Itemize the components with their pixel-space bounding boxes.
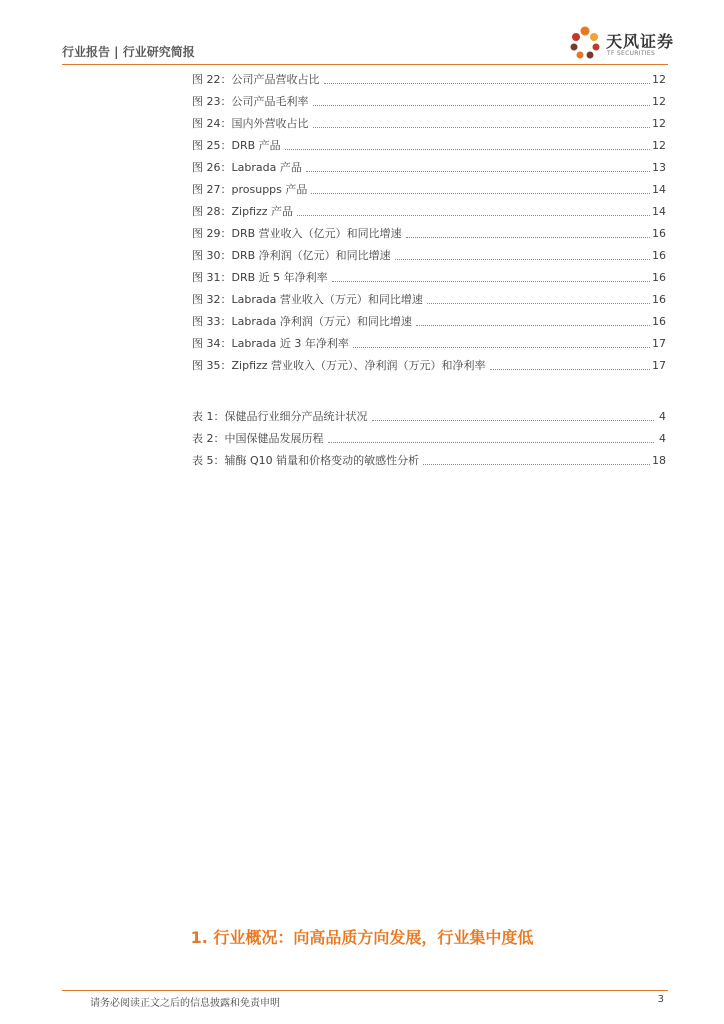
toc-page: 12	[652, 117, 666, 130]
toc-page: 12	[652, 95, 666, 108]
toc-page: 12	[652, 73, 666, 86]
toc-label: 图 35：Zipfizz 营业收入（万元）、净利润（万元）和净利率	[192, 359, 486, 372]
toc-label: 图 27：prosupps 产品	[192, 183, 308, 196]
toc-leader	[416, 324, 650, 326]
toc-page: 16	[652, 293, 666, 306]
toc-label: 图 26：Labrada 产品	[192, 161, 302, 174]
toc-item[interactable]	[192, 131, 666, 153]
toc-leader	[313, 104, 651, 106]
toc-item[interactable]	[192, 219, 666, 241]
toc-label: 图 31：DRB 近 5 年净利率	[192, 271, 328, 284]
toc-page: 4	[659, 432, 666, 445]
report-category: 行业报告 | 行业研究简报	[62, 45, 195, 59]
toc-item[interactable]	[192, 175, 666, 197]
logo-flower-icon	[568, 25, 602, 61]
company-logo	[568, 25, 678, 61]
toc-label: 图 23：公司产品毛利率	[192, 95, 309, 108]
toc-leader	[395, 258, 650, 260]
toc-page: 16	[652, 271, 666, 284]
toc-leader	[427, 302, 650, 304]
toc-label: 图 25：DRB 产品	[192, 139, 281, 152]
toc-item[interactable]	[192, 351, 666, 373]
toc-item[interactable]	[192, 329, 666, 351]
toc-item[interactable]	[192, 263, 666, 285]
toc-leader	[490, 368, 650, 370]
toc-leader	[328, 441, 655, 443]
toc-item[interactable]	[192, 285, 666, 307]
toc-leader	[406, 236, 650, 238]
toc-page: 17	[652, 337, 666, 350]
toc-item[interactable]	[192, 109, 666, 131]
toc-leader	[423, 463, 650, 465]
toc-leader	[332, 280, 650, 282]
toc-page: 12	[652, 139, 666, 152]
toc-page: 17	[652, 359, 666, 372]
toc-page: 16	[652, 227, 666, 240]
toc-item[interactable]	[192, 65, 666, 87]
logo-name: 天风证券	[606, 32, 675, 51]
toc-item[interactable]	[192, 87, 666, 109]
tables-index	[192, 402, 666, 468]
toc-item[interactable]	[192, 307, 666, 329]
toc-leader	[311, 192, 650, 194]
toc-leader	[353, 346, 650, 348]
toc-label: 图 24：国内外营收占比	[192, 117, 309, 130]
footer-divider	[62, 990, 668, 991]
toc-label: 图 22：公司产品营收占比	[192, 73, 320, 86]
toc-leader	[324, 82, 651, 84]
toc-item[interactable]	[192, 424, 666, 446]
toc-item[interactable]	[192, 241, 666, 263]
figures-index	[192, 65, 666, 373]
page-number: 3	[657, 994, 664, 1005]
toc-page: 16	[652, 249, 666, 262]
toc-page: 14	[652, 205, 666, 218]
footer-disclaimer: 请务必阅读正文之后的信息披露和免责申明	[90, 998, 280, 1009]
toc-label: 表 5：辅酶 Q10 销量和价格变动的敏感性分析	[192, 454, 420, 467]
toc-item[interactable]	[192, 153, 666, 175]
toc-item[interactable]	[192, 197, 666, 219]
toc-leader	[297, 214, 650, 216]
toc-item[interactable]	[192, 402, 666, 424]
toc-page: 13	[652, 161, 666, 174]
toc-label: 图 33：Labrada 净利润（万元）和同比增速	[192, 315, 412, 328]
toc-leader	[306, 170, 650, 172]
toc-label: 图 29：DRB 营业收入（亿元）和同比增速	[192, 227, 402, 240]
toc-label: 图 34：Labrada 近 3 年净利率	[192, 337, 349, 350]
logo-subtitle: TF SECURITIES	[607, 50, 656, 57]
toc-page: 4	[659, 410, 666, 423]
toc-item[interactable]	[192, 446, 666, 468]
section-heading: 1. 行业概况：向高品质方向发展，行业集中度低	[190, 928, 534, 947]
toc-label: 图 30：DRB 净利润（亿元）和同比增速	[192, 249, 391, 262]
toc-leader	[313, 126, 651, 128]
toc-leader	[372, 419, 655, 421]
toc-page: 16	[652, 315, 666, 328]
toc-leader	[285, 148, 650, 150]
toc-page: 14	[652, 183, 666, 196]
toc-label: 图 32：Labrada 营业收入（万元）和同比增速	[192, 293, 423, 306]
toc-label: 表 2：中国保健品发展历程	[192, 432, 324, 445]
toc-page: 18	[652, 454, 666, 467]
toc-label: 表 1：保健品行业细分产品统计状况	[192, 410, 368, 423]
toc-label: 图 28：Zipfizz 产品	[192, 205, 294, 218]
